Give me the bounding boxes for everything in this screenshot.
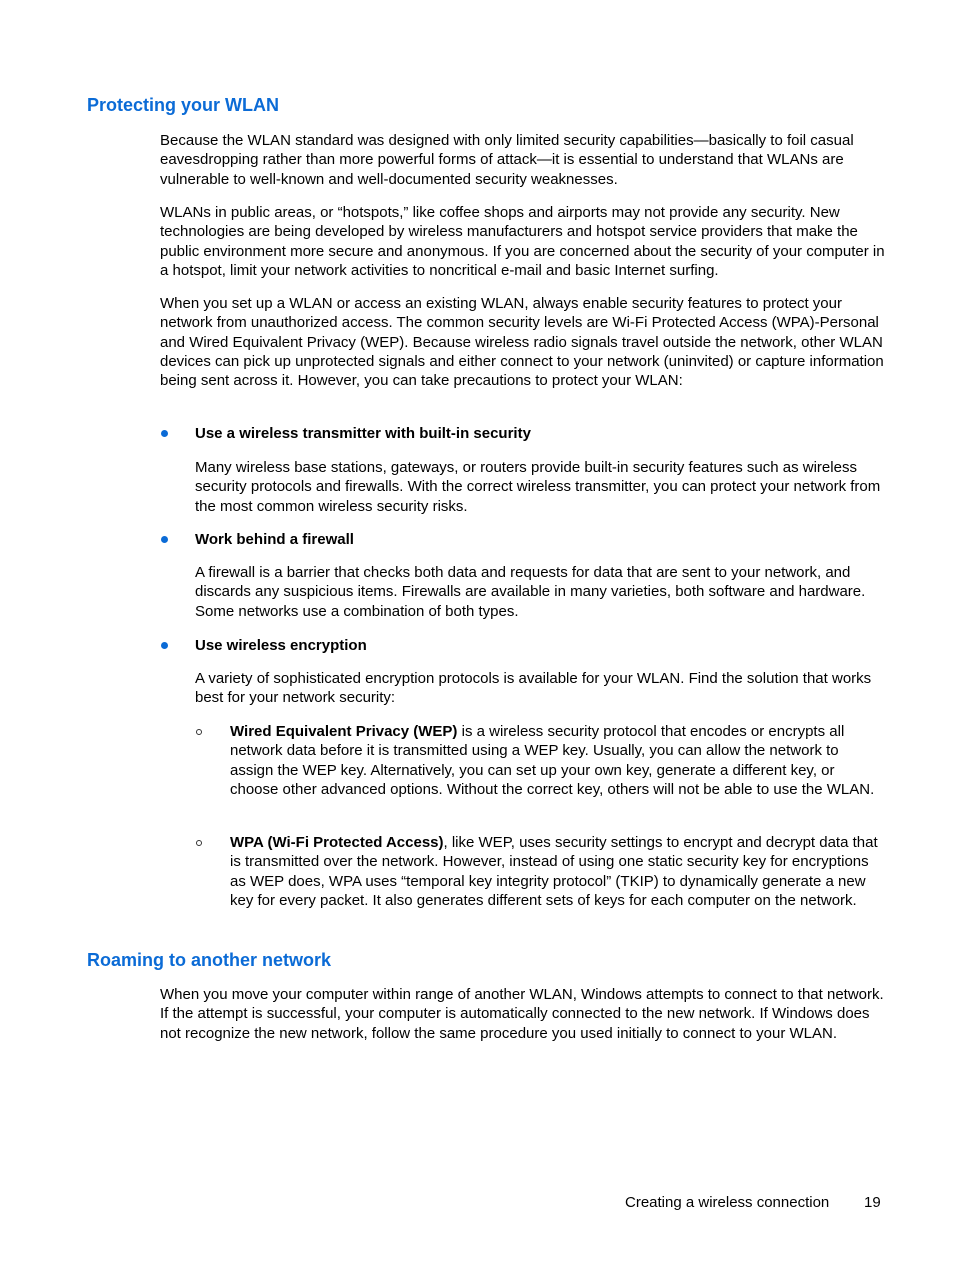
sub-bullet-icon: [196, 840, 202, 846]
bullet-label-encryption: Use wireless encryption: [195, 637, 367, 654]
bullet-label-firewall: Work behind a firewall: [195, 531, 354, 548]
sub-bullet-wpa: [230, 833, 885, 910]
bullet-label-transmitter: Use a wireless transmitter with built-in security: [195, 425, 531, 442]
footer-title: Creating a wireless connection: [625, 1194, 830, 1211]
sub-bullet-term-wpa: WPA (Wi-Fi Protected Access): [230, 834, 444, 851]
sub-bullet-icon: [196, 729, 202, 735]
bullet-text-firewall: A firewall is a barrier that checks both data and requests for data that are sent to your network, and discards any suspicious items. Firewalls are available in many varieties, both software and hardware. Some networks use a combination of both types.: [195, 564, 866, 620]
sub-bullet-term-wep: Wired Equivalent Privacy (WEP): [230, 723, 458, 740]
section-heading-roaming: Roaming to another network: [87, 950, 332, 970]
paragraph-2: WLANs in public areas, or “hotspots,” like coffee shops and airports may not provide any security. New technologies are being developed by wireless manufacturers and hotspot service providers that make the public environment more secure and anonymous. If you are concerned about the security of your computer in a hotspot, limit your network activities to noncritical e-mail and basic Internet surfing.: [160, 204, 885, 279]
paragraph-3: When you set up a WLAN or access an existing WLAN, always enable security features to protect your network from unauthorized access. The common security levels are Wi-Fi Protected Access (WPA)-Personal and Wired Equivalent Privacy (WEP). Because wireless radio signals travel outside the network, other WLAN devices can pick up unprotected signals and either connect to your network (uninvited) or capture information being sent across it. However, you can take precautions to protect your WLAN:: [160, 295, 884, 390]
bullet-icon: [161, 642, 168, 649]
section-heading-protecting-wlan: Protecting your WLAN: [87, 95, 279, 115]
bullet-text-transmitter: Many wireless base stations, gateways, or routers provide built-in security features such as wireless security protocols and firewalls. With the correct wireless transmitter, you can protect your network from the most common wireless security risks.: [195, 459, 881, 515]
bullet-icon: [161, 430, 168, 437]
sub-bullet-wep: [230, 722, 885, 799]
bullet-text-encryption: A variety of sophisticated encryption protocols is available for your WLAN. Find the solution that works best for your network security:: [195, 670, 872, 707]
page-number: 19: [864, 1194, 881, 1211]
paragraph-roaming: When you move your computer within range of another WLAN, Windows attempts to connect to that network. If the attempt is successful, your computer is automatically connected to the new network. If Windows does not recognize the new network, follow the same procedure you used initially to connect to your WLAN.: [160, 986, 884, 1042]
paragraph-1: Because the WLAN standard was designed with only limited security capabilities—basically to foil casual eavesdropping rather than more powerful forms of attack—it is essential to understand that WLANs are vulnerable to well-known and well-documented security weaknesses.: [160, 132, 854, 188]
bullet-icon: [161, 536, 168, 543]
sub-bullet-text-wpa: , like WEP, uses security settings to encrypt and decrypt data that is transmitted over the network. However, instead of using one static security key for encryptions as WEP does, WPA uses “temporal key integrity protocol” (TKIP) to dynamically generate a new key for every packet. It also generates different sets of keys for each computer on the network.: [230, 834, 878, 909]
sub-bullet-text-wep: is a wireless security protocol that encodes or encrypts all network data before it is transmitted using a WEP key. Usually, you can allow the network to assign the WEP key. Alternatively, you can set up your own key, generate a different key, or choose other advanced options. Without the correct key, others will not be able to use the WLAN.: [230, 723, 875, 798]
